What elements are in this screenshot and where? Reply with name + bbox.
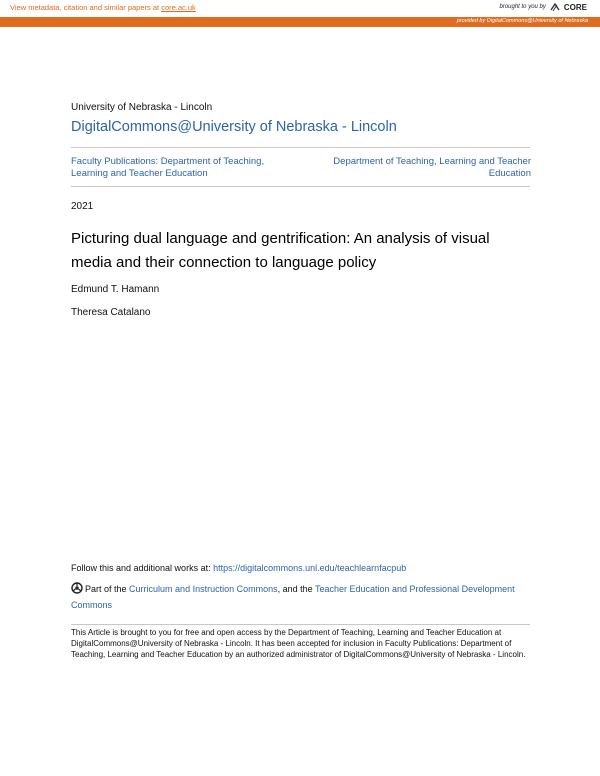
divider-footer bbox=[71, 624, 530, 625]
core-brought-by[interactable] bbox=[500, 2, 588, 12]
divider-top bbox=[71, 147, 530, 148]
author-name: Theresa Catalano bbox=[71, 307, 151, 318]
metadata-link-prefix: View metadata, citation and similar papers at bbox=[10, 3, 160, 12]
follow-url-link[interactable]: https://digitalcommons.unl.edu/teachlearnfacpub bbox=[213, 563, 407, 573]
publication-year: 2021 bbox=[71, 201, 94, 212]
network-icon bbox=[71, 582, 83, 594]
part-of-prefix: Part of the bbox=[85, 584, 127, 594]
author-name: Edmund T. Hamann bbox=[71, 284, 160, 295]
collection-link-department[interactable]: Department of Teaching, Learning and Teacher Education bbox=[333, 156, 531, 179]
follow-prefix: Follow this and additional works at: bbox=[71, 563, 211, 573]
metadata-link-domain: core.ac.uk bbox=[161, 3, 196, 12]
brought-text: brought to you by bbox=[499, 4, 546, 10]
repository-title-link[interactable]: DigitalCommons@University of Nebraska - Lincoln bbox=[71, 119, 397, 135]
part-of-and: , and the bbox=[277, 584, 313, 594]
core-logo-text: CORE bbox=[563, 2, 587, 12]
core-provider-bar bbox=[0, 17, 600, 27]
collection-link-faculty-publications[interactable]: Faculty Publications: Department of Teaching, Learning and Teacher Education bbox=[71, 156, 265, 179]
teacher-education-commons-link[interactable]: Teacher Education and Professional Development Commons bbox=[71, 584, 515, 610]
core-logo-icon bbox=[549, 2, 561, 12]
provided-by-text[interactable]: provided by DigitalCommons@University of Nebraska bbox=[456, 18, 588, 24]
core-metadata-link[interactable] bbox=[10, 3, 196, 12]
curriculum-commons-link[interactable]: Curriculum and Instruction Commons bbox=[129, 584, 278, 594]
part-of-line bbox=[71, 581, 530, 613]
paper-title: Picturing dual language and gentrification: An analysis of visual media and their connection to language policy bbox=[71, 230, 490, 271]
open-access-notice: This Article is brought to you for free and open access by the Department of Teaching, Learning and Teacher Education at DigitalCommons@University of Nebraska - Lincoln. It has been accepted for inclusion in Faculty Publications: Department of Teaching, Learning and Teacher Education by an authorized administrator of DigitalCommons@University of Nebraska - Lincoln. bbox=[71, 628, 526, 659]
divider-collections bbox=[71, 186, 530, 187]
institution-name: University of Nebraska - Lincoln bbox=[71, 102, 213, 113]
core-banner bbox=[0, 0, 600, 17]
follow-line bbox=[71, 563, 406, 573]
